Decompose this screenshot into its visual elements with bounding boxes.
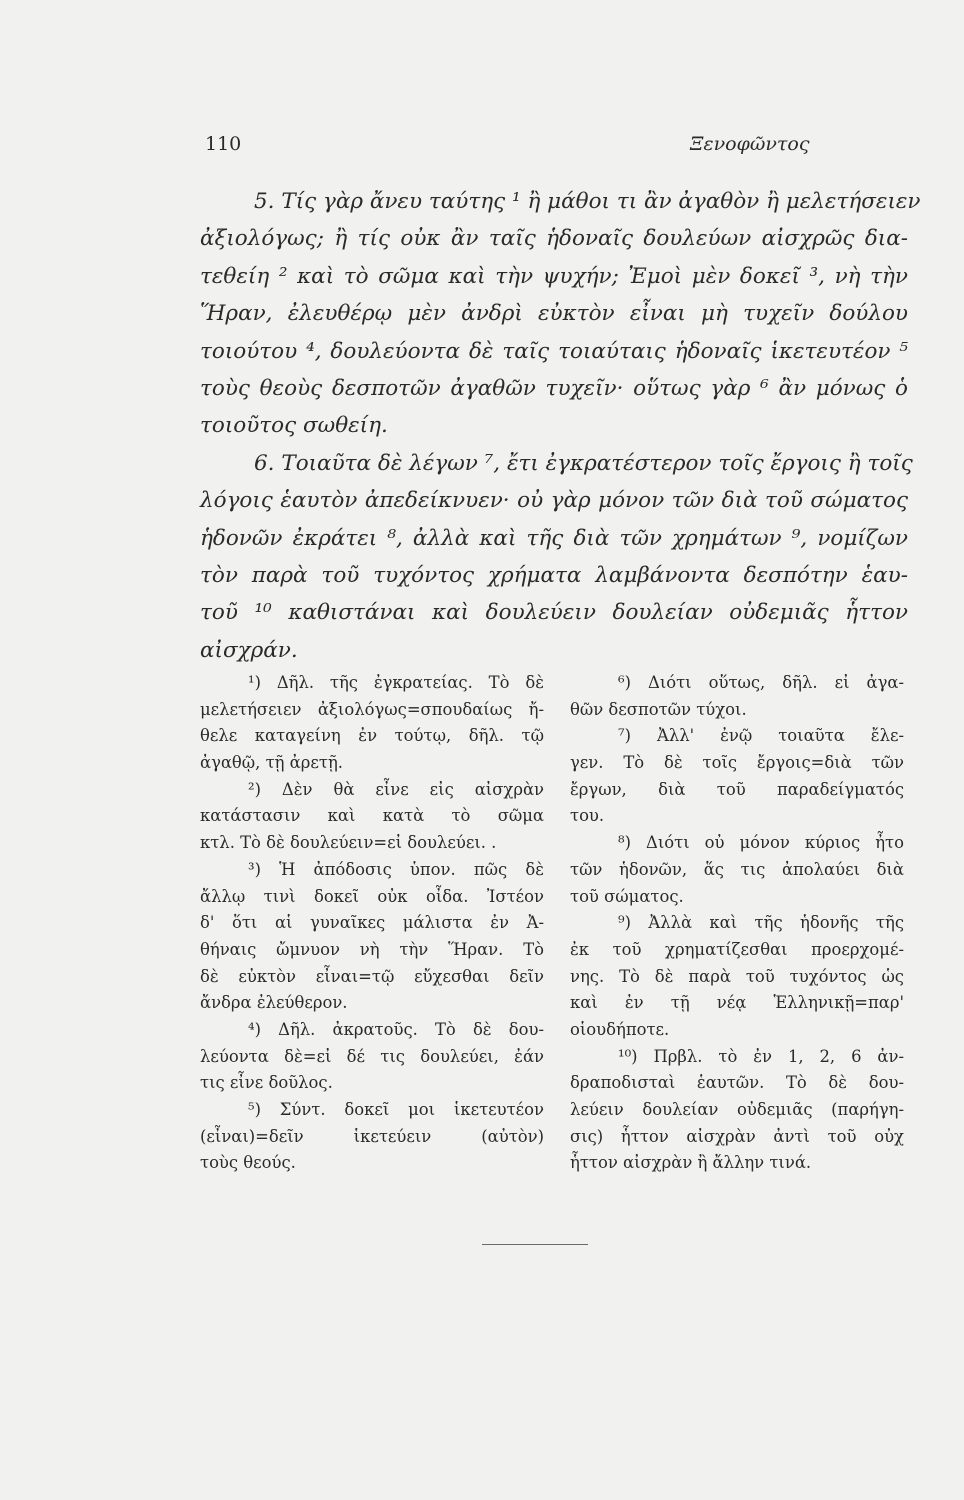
footnote-line: τῶν ἡδονῶν, ἅς τις ἀπολαύει διὰ: [570, 859, 904, 879]
footnote-line: ἧττον αἰσχρὰν ἢ ἄλλην τινά.: [570, 1153, 812, 1173]
footnote-line: ³) Ἡ ἀπόδοσις ὑπον. πῶς δὲ: [248, 859, 544, 879]
main-text: [200, 183, 921, 669]
footnote-line: ¹) Δῆλ. τῆς ἐγκρατείας. Τὸ δὲ: [248, 673, 544, 692]
footnote-line: σις) ἧττον αἰσχρὰν ἀντὶ τοῦ οὐχ: [570, 1126, 904, 1146]
text-line: λόγοις ἑαυτὸν ἀπεδείκνυεν· οὐ γὰρ μόνον τῶν διὰ τοῦ σώματος: [200, 488, 908, 514]
footer-rule: [482, 1244, 588, 1245]
page-number: 110: [205, 133, 242, 155]
footnotes-right-column: [570, 670, 904, 1177]
footnote-line: ἐκ τοῦ χρηματίζεσθαι προερχομέ-: [570, 939, 904, 959]
text-line: τοιούτου ⁴, δουλεύοντα δὲ ταῖς τοιαύταις ἡδοναῖς ἱκετευτέον ⁵: [200, 338, 908, 364]
footnote-line: κατάστασιν καὶ κατὰ τὸ σῶμα: [200, 806, 544, 826]
text-line: τὸν παρὰ τοῦ τυχόντος χρήματα λαμβάνοντα δεσπότην ἑαυ-: [200, 562, 908, 588]
text-line: Ἥραν, ἐλευθέρῳ μὲν ἀνδρὶ εὐκτὸν εἶναι μὴ τυχεῖν δούλου: [200, 301, 908, 327]
footnote-line: του.: [570, 806, 605, 826]
footnote-line: ⁵) Σύντ. δοκεῖ μοι ἱκετευτέον: [248, 1100, 544, 1119]
footnote-line: μελετήσειεν ἀξιολόγως=σπουδαίως ἤ-: [200, 699, 544, 719]
footnote-line: δὲ εὐκτὸν εἶναι=τῷ εὔχεσθαι δεῖν: [200, 966, 544, 986]
footnote-line: τοῦ σώματος.: [570, 886, 684, 906]
footnote-line: κτλ. Τὸ δὲ δουλεύειν=εἰ δουλεύει. .: [200, 833, 497, 853]
footnote-line: ⁹) Ἀλλὰ καὶ τῆς ἡδονῆς τῆς: [618, 913, 904, 933]
footnote-line: ⁶) Διότι οὕτως, δῆλ. εἰ ἀγα-: [618, 673, 904, 692]
text-line: 6. Τοιαῦτα δὲ λέγων ⁷, ἔτι ἐγκρατέστερον τοῖς ἔργοις ἢ τοῖς: [254, 450, 913, 476]
footnote-line: ⁸) Διότι οὐ μόνον κύριος ἦτο: [618, 833, 904, 853]
footnote-line: ἄλλῳ τινὶ δοκεῖ οὐκ οἶδα. Ἰστέον: [200, 886, 544, 906]
footnote-line: δραποδισταὶ ἑαυτῶν. Τὸ δὲ δου-: [570, 1073, 904, 1093]
footnote-line: ⁴) Δῆλ. ἀκρατοῦς. Τὸ δὲ δου-: [248, 1019, 544, 1039]
text-line: ἡδονῶν ἐκράτει ⁸, ἀλλὰ καὶ τῆς διὰ τῶν χρημάτων ⁹, νομίζων: [200, 525, 908, 551]
footnote-line: θῶν δεσποτῶν τύχοι.: [570, 699, 747, 719]
running-head: Ξενοφῶντος: [690, 133, 810, 155]
text-line: τεθείη ² καὶ τὸ σῶμα καὶ τὴν ψυχήν; Ἐμοὶ μὲν δοκεῖ ³, νὴ τὴν: [200, 263, 908, 289]
text-line: αἰσχράν.: [200, 637, 298, 663]
text-line: τοιοῦτος σωθείη.: [200, 413, 388, 439]
text-line: ἀξιολόγως; ἢ τίς οὐκ ἂν ταῖς ἡδοναῖς δουλεύων αἰσχρῶς δια-: [200, 226, 908, 252]
text-line: τοῦ ¹⁰ καθιστάναι καὶ δουλεύειν δουλείαν οὐδεμιᾶς ἧττον: [200, 600, 908, 626]
footnote-line: (εἶναι)=δεῖν ἱκετεύειν (αὐτὸν): [200, 1126, 544, 1146]
footnote-line: ²) Δὲν θὰ εἶνε εἰς αἰσχρὰν: [248, 779, 544, 799]
footnote-line: θελε καταγείνη ἐν τούτῳ, δῆλ. τῷ: [200, 726, 544, 746]
footnote-line: καὶ ἐν τῇ νέᾳ Ἑλληνικῇ=παρ': [570, 993, 904, 1013]
footnote-line: λεύοντα δὲ=εἰ δέ τις δουλεύει, ἐάν: [200, 1046, 544, 1066]
footnote-line: θήναις ὤμνυον νὴ τὴν Ἥραν. Τὸ: [200, 939, 544, 959]
footnote-line: ⁷) Ἀλλ' ἐνῷ τοιαῦτα ἔλε-: [618, 726, 904, 746]
footnote-line: οἱουδήποτε.: [570, 1019, 670, 1039]
footnote-line: τις εἶνε δοῦλος.: [200, 1073, 333, 1093]
footnote-line: λεύειν δουλείαν οὐδεμιᾶς (παρήγη-: [570, 1100, 904, 1119]
footnote-line: ἔργων, διὰ τοῦ παραδείγματός: [570, 779, 904, 799]
footnote-line: ἄνδρα ἐλεύθερον.: [200, 993, 348, 1013]
footnotes-left-column: [200, 670, 544, 1177]
footnote-line: τοὺς θεούς.: [200, 1153, 296, 1173]
footnote-line: νης. Τὸ δὲ παρὰ τοῦ τυχόντος ὡς: [570, 966, 904, 986]
footnote-line: ¹⁰) Πρβλ. τὸ ἐν 1, 2, 6 ἀν-: [618, 1046, 904, 1066]
text-line: 5. Τίς γὰρ ἄνευ ταύτης ¹ ἢ μάθοι τι ἂν ἀγαθὸν ἢ μελετήσειεν: [254, 189, 921, 214]
footnote-line: δ' ὅτι αἱ γυναῖκες μάλιστα ἐν Ἀ-: [200, 913, 544, 933]
page-header: [205, 133, 905, 163]
footnote-line: γεν. Τὸ δὲ τοῖς ἔργοις=διὰ τῶν: [570, 753, 904, 773]
footnote-line: ἀγαθῷ, τῇ ἀρετῇ.: [200, 753, 343, 773]
text-line: τοὺς θεοὺς δεσποτῶν ἀγαθῶν τυχεῖν· οὕτως γὰρ ⁶ ἂν μόνως ὁ: [200, 375, 908, 401]
